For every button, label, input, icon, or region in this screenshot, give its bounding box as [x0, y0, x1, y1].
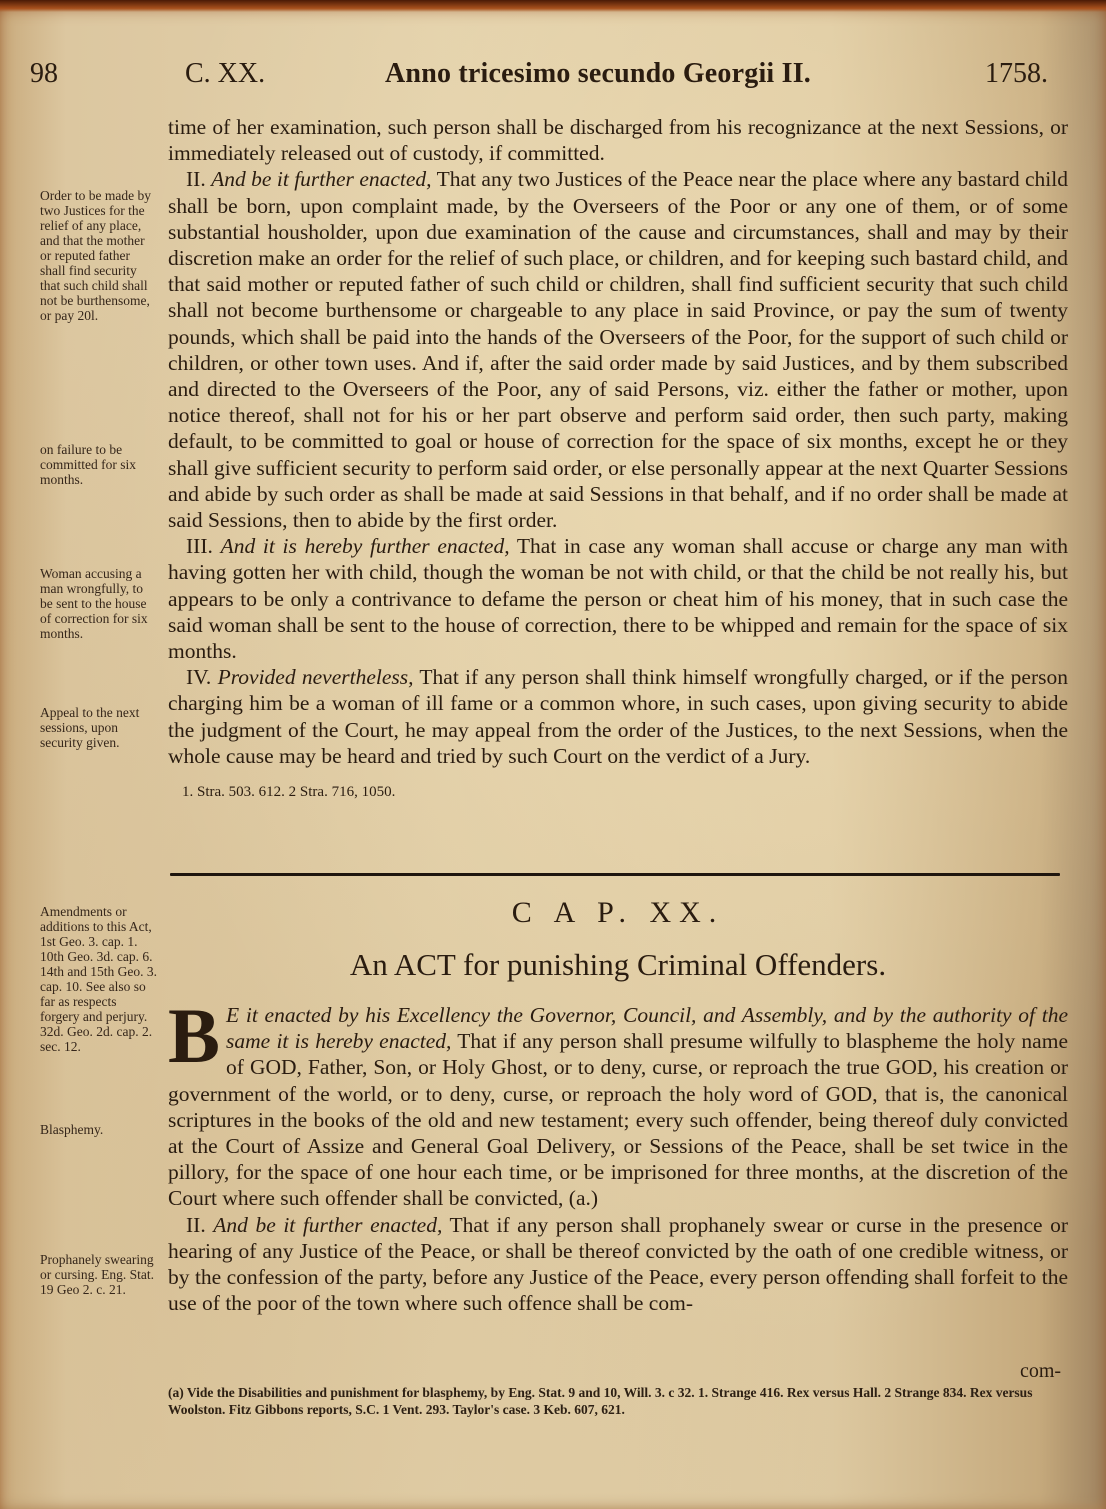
- margin-note-amendments: Amendments or additions to this Act, 1st Geo. 3. cap. 1. 10th Geo. 3d. cap. 6. 14th and 15th Geo. 3. cap. 10. See also so far as respects forgery and perjury. 32d. Geo. 2d. cap. 2. sec. 12.: [40, 904, 157, 1054]
- margin-note-woman-accusing: Woman accusing a man wrongfully, to be sent to the house of correction for six months.: [40, 566, 148, 641]
- catchword: com-: [1020, 1360, 1062, 1382]
- chapter-heading: C A P. XX.: [511, 896, 725, 929]
- act-title: An ACT for punishing Criminal Offenders.: [349, 947, 887, 982]
- continuation-paragraph: time of her examination, such person shall be discharged from his recognizance at the next Sessions, or immediately released out of custody, if committed.: [168, 115, 1068, 166]
- section-paragraph-4: [168, 664, 1068, 769]
- paragraph-number: II.: [186, 167, 206, 192]
- margin-note-order: Order to be made by two Justices for the relief of any place, and that the mother or reputed father shall find security that such child shall not be burthensome, or pay 20l.: [40, 188, 151, 323]
- chapter-paragraph-2: [168, 1212, 1068, 1317]
- margin-note-blasphemy: Blasphemy.: [40, 1122, 104, 1137]
- enacting-clause: And be it further enacted,: [213, 1212, 443, 1237]
- running-head: [0, 58, 1106, 98]
- paragraph-number: II.: [186, 1212, 206, 1237]
- chapter-paragraph-1: [168, 992, 1068, 1212]
- section-top-body: [168, 114, 1068, 805]
- case-citation: 1. Stra. 503. 612. 2 Stra. 716, 1050.: [182, 784, 396, 801]
- section-paragraph-3: [168, 533, 1068, 664]
- section-paragraph-2: [168, 166, 1068, 533]
- enacting-clause: And be it further enacted,: [211, 167, 432, 192]
- paragraph-text: That in case any woman shall accuse or charge any man with having gotten her with child, though the woman be not with child, or that the child be not really his, but appears to be only a contrivance to defame the person or cheat him of his money, that in such case the said woman shall be sent to the house of correction, there to be whipped and remain for the space of six months.: [168, 534, 1068, 664]
- paragraph-number: III.: [186, 534, 213, 559]
- enacting-clause: And it is hereby further enacted,: [220, 534, 510, 559]
- enacting-clause: Provided nevertheless,: [217, 665, 414, 690]
- running-chapter: C. XX.: [185, 58, 266, 89]
- paragraph-text: That if any person shall prophanely swear or curse in the presence or hearing of any Justice of the Peace, or shall be thereof convicted by the oath of one credible witness, or by the confession of the party, before any Justice of the Peace, every person offending shall forfeit to the use of the poor of the town where such offence shall be com-: [168, 1212, 1068, 1316]
- footnote: (a) Vide the Disabilities and punishment for blasphemy, by Eng. Stat. 9 and 10, Will. 3. c 32. 1. Strange 416. Rex versus Hall. 2 Strange 834. Rex versus Woolston. Fitz Gibbons reports, S.C. 1 Vent. 293. Taylor's case. 3 Keb. 607, 621.: [168, 1385, 1033, 1417]
- chapter-body: [168, 992, 1068, 1316]
- section-divider-rule: [170, 873, 1060, 876]
- running-title: Anno tricesimo secundo Georgii II.: [385, 58, 812, 89]
- margin-note-swearing: Prophanely swearing or cursing. Eng. Stat. 19 Geo 2. c. 21.: [40, 1252, 154, 1297]
- running-year: 1758.: [985, 58, 1048, 89]
- paragraph-text: That if any person shall presume wilfully to blaspheme the holy name of GOD, Father, Son, or Holy Ghost, or to deny, curse, or reproach the true GOD, his creation or government of the world, or to deny, curse, or reproach the holy word of GOD, that is, the canonical scriptures in the books of the old and new testament; every such offender, being thereof duly convicted at the Court of Assize and General Goal Delivery, or Sessions of the Peace, shall be set twice in the pillory, for the space of one hour each time, or be imprisoned for three months, at the discretion of the Court where such offender shall be convicted, (a.): [168, 1029, 1068, 1211]
- page-top-edge: [0, 0, 1106, 12]
- paragraph-number: IV.: [186, 665, 212, 690]
- margin-note-failure: on failure to be committed for six months.: [40, 442, 136, 487]
- paragraph-text: That if any person shall think himself wrongfully charged, or if the person charging him be a woman of ill fame or a common whore, in such cases, upon giving security to abide the judgment of the Court, he may appeal from the order of the Justices, to the next Sessions, when the whole cause may be heard and tried by such Court on the verdict of a Jury.: [168, 665, 1068, 768]
- enacting-clause: E it enacted by his Excellency the Governor, Council, and Assembly, and by the authority of the same it is hereby enacted,: [226, 1003, 1068, 1054]
- page-number: 98: [30, 58, 58, 89]
- drop-cap: B: [168, 992, 221, 1079]
- margin-note-appeal: Appeal to the next sessions, upon security given.: [40, 705, 140, 750]
- paragraph-text: That any two Justices of the Peace near the place where any bastard child shall be born, upon complaint made, by the Overseers of the Poor or any one of them, or of some substantial housholder, upon due examination of the cause and circumstances, shall and may by their discretion make an order for the relief of such place, or children, and for keeping such bastard child, and that said mother or reputed father of such child or children, shall find sufficient security that such child shall not become burthensome or chargeable to any place in said Province, or pay the sum of twenty pounds, which shall be paid into the hands of the Overseers of the Poor, for the support of such child or children, or other town uses. And if, after the said order made by said Justices, and by them subscribed and directed to the Overseers of the Poor, any of said Persons, viz. either the father or mother, upon notice thereof, shall not for his or her part observe and perform said order, then such party, making default, to be committed to goal or house of correction for the space of six months, except he or they shall give sufficient security to perform said order, or else personally appear at the next Quarter Sessions and abide by such order as shall be made at said Sessions in that behalf, and if no order shall be made at said Sessions, then to abide by the first order.: [168, 167, 1068, 533]
